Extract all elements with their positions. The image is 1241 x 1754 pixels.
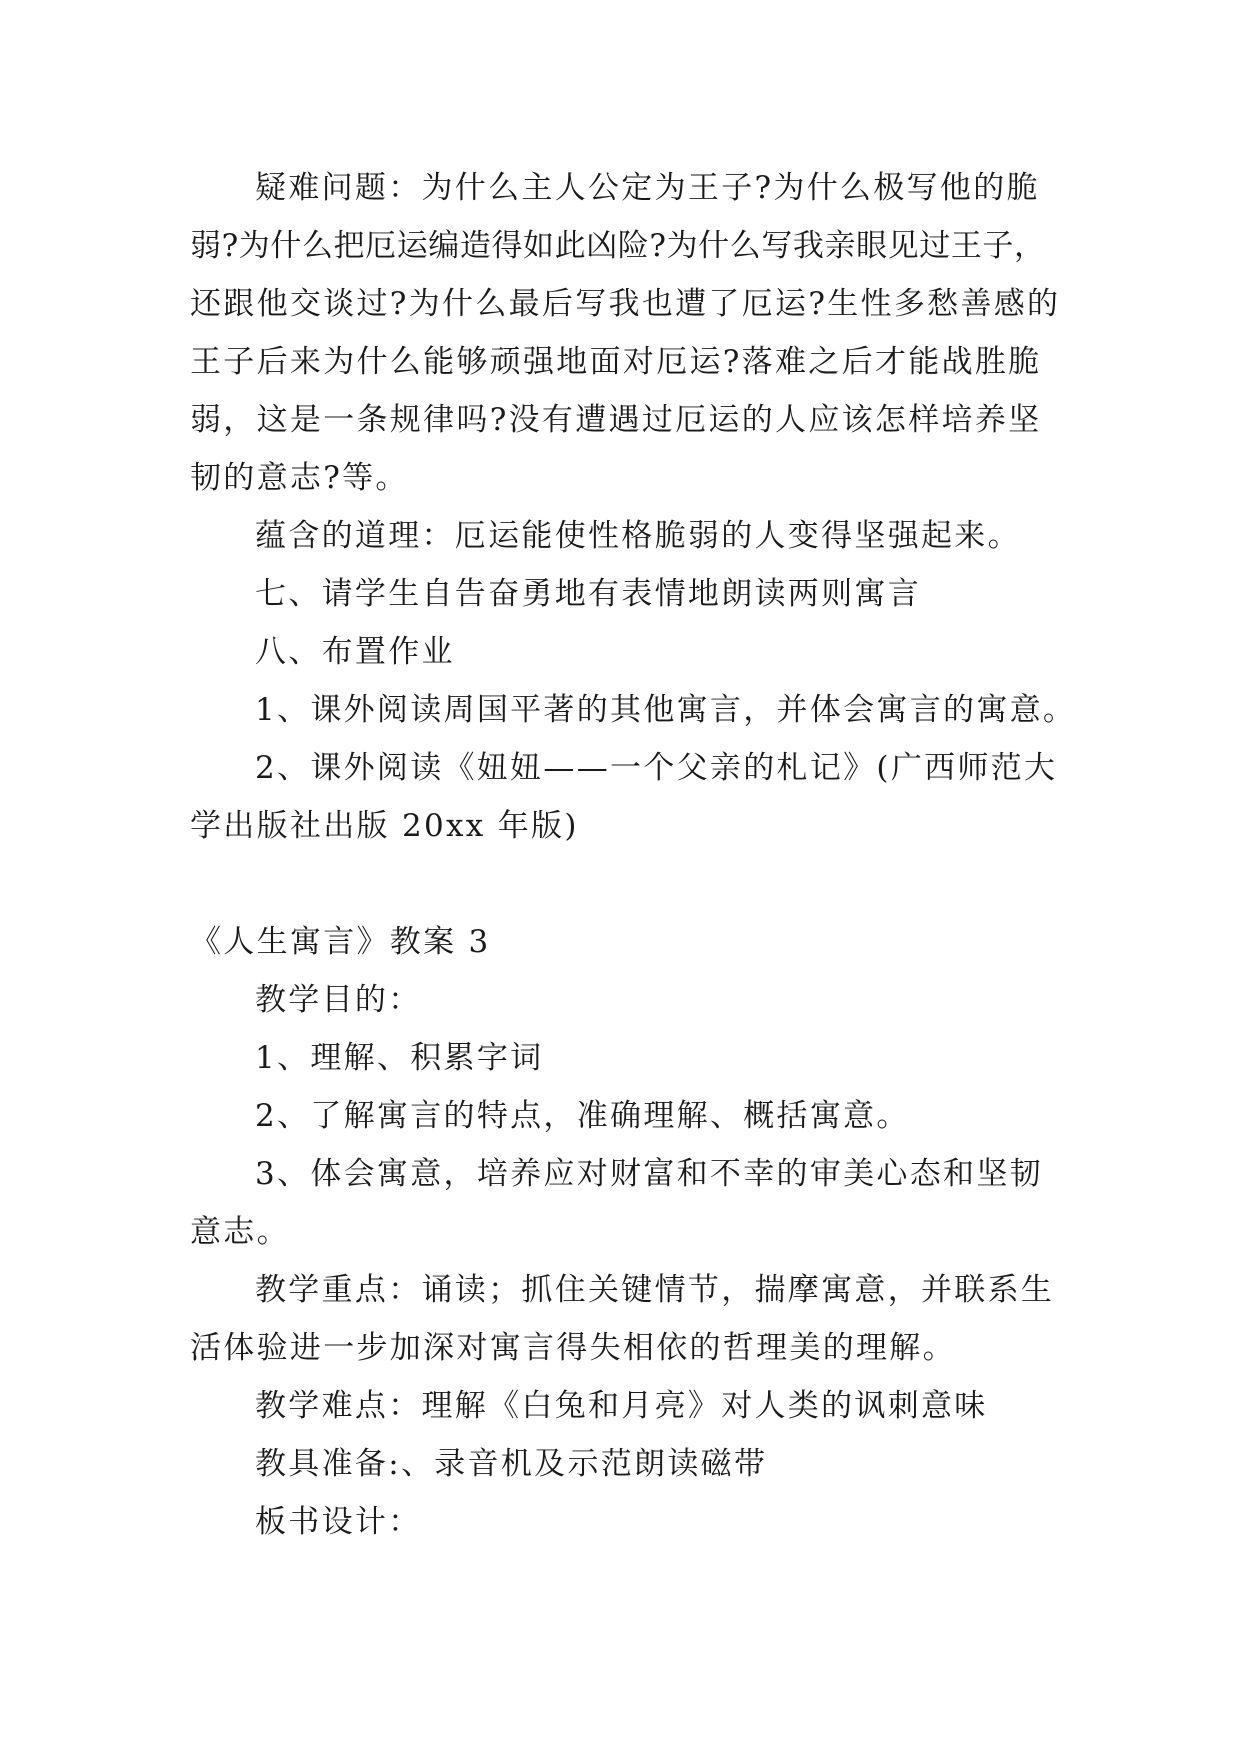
paragraph-line: 还跟他交谈过?为什么最后写我也遭了厄运?生性多愁善感的: [190, 286, 1061, 322]
paragraph-line: 弱，这是一条规律吗?没有遭遇过厄运的人应该怎样培养坚: [190, 402, 1042, 438]
paragraph-line: 意志。: [190, 1214, 290, 1250]
lesson-title: 《人生寓言》教案 3: [190, 924, 491, 960]
paragraph-line: 活体验进一步加深对寓言得失相依的哲理美的理解。: [190, 1330, 956, 1366]
paragraph-line: 1、理解、积累字词: [255, 1040, 544, 1076]
paragraph-line: 1、课外阅读周国平著的其他寓言，并体会寓言的寓意。: [255, 692, 1077, 728]
paragraph-line: 板书设计：: [255, 1504, 422, 1540]
paragraph-line: 韧的意志?等。: [190, 460, 409, 496]
section-heading: 八、布置作业: [255, 634, 455, 670]
paragraph-line: 2、了解寓言的特点，准确理解、概括寓意。: [255, 1098, 910, 1134]
paragraph-line: 弱?为什么把厄运编造得如此凶险?为什么写我亲眼见过王子，: [190, 228, 1045, 264]
paragraph-line: 蕴含的道理：厄运能使性格脆弱的人变得坚强起来。: [255, 518, 1021, 554]
paragraph-line: 教学目的：: [255, 982, 422, 1018]
paragraph-line: 学出版社出版 20xx 年版): [190, 808, 579, 844]
paragraph-line: 教学重点：诵读；抓住关键情节，揣摩寓意，并联系生: [255, 1272, 1055, 1308]
paragraph-line: 教学难点：理解《白兔和月亮》对人类的讽刺意味: [255, 1388, 988, 1424]
paragraph-line: 王子后来为什么能够顽强地面对厄运?落难之后才能战胜脆: [190, 344, 1042, 380]
paragraph-line: 2、课外阅读《妞妞——一个父亲的札记》(广西师范大: [255, 750, 1058, 786]
paragraph-line: 疑难问题：为什么主人公定为王子?为什么极写他的脆: [255, 170, 1040, 206]
paragraph-line: 教具准备:、录音机及示范朗读磁带: [255, 1446, 768, 1482]
paragraph-line: 七、请学生自告奋勇地有表情地朗读两则寓言: [255, 576, 921, 612]
paragraph-line: 3、体会寓意，培养应对财富和不幸的审美心态和坚韧: [255, 1156, 1043, 1192]
